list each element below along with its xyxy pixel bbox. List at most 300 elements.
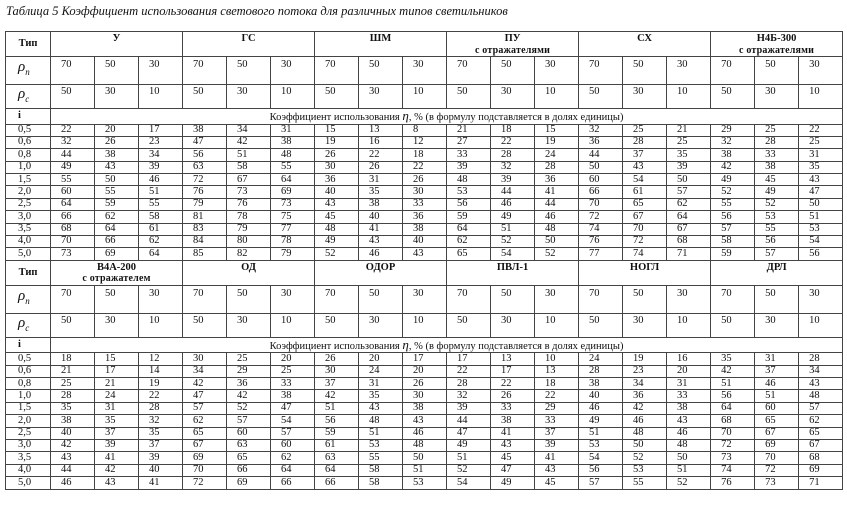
coefficient-cell: 34 xyxy=(623,378,667,390)
coefficient-cell: 42 xyxy=(711,365,755,377)
coefficient-cell: 57 xyxy=(579,477,623,489)
coefficient-cell: 44 xyxy=(491,186,535,198)
coefficient-cell: 28 xyxy=(623,136,667,148)
coefficient-note-units: , % (в формулу подставляется в долях единицы) xyxy=(408,340,624,352)
rho-ceiling-value: 50 xyxy=(755,57,799,85)
coefficient-cell: 18 xyxy=(51,353,95,365)
coefficient-cell: 40 xyxy=(51,427,95,439)
rho-ceiling-value: 70 xyxy=(579,57,623,85)
coefficient-cell: 18 xyxy=(403,149,447,161)
coefficient-cell: 76 xyxy=(579,236,623,248)
coefficient-cell: 48 xyxy=(535,223,579,235)
coefficient-cell: 66 xyxy=(51,211,95,223)
index-header-row xyxy=(6,109,843,125)
table-row xyxy=(6,149,843,161)
type-row xyxy=(6,32,843,57)
room-index-value: 0,6 xyxy=(6,136,51,148)
coefficient-cell: 68 xyxy=(799,452,843,464)
rho-subscript: с xyxy=(25,322,30,333)
coefficient-cell: 20 xyxy=(95,124,139,136)
coefficient-cell: 70 xyxy=(755,452,799,464)
rho-wall-value: 30 xyxy=(95,313,139,337)
coefficient-cell: 60 xyxy=(271,440,315,452)
coefficient-cell: 54 xyxy=(271,415,315,427)
table-row xyxy=(6,124,843,136)
coefficient-cell: 52 xyxy=(447,464,491,476)
luminaire-type-name: ПУ xyxy=(504,33,521,44)
coefficient-cell: 21 xyxy=(51,365,95,377)
rho-wall-value: 10 xyxy=(799,313,843,337)
coefficient-cell: 37 xyxy=(755,365,799,377)
coefficient-cell: 64 xyxy=(315,464,359,476)
coefficient-cell: 77 xyxy=(579,248,623,260)
coefficient-cell: 72 xyxy=(711,440,755,452)
rho-symbol: ρ xyxy=(18,86,26,102)
coefficient-cell: 35 xyxy=(667,149,711,161)
coefficient-cell: 38 xyxy=(667,402,711,414)
rho-ceiling-value: 30 xyxy=(403,57,447,85)
coefficient-cell: 73 xyxy=(271,198,315,210)
coefficient-cell: 28 xyxy=(491,149,535,161)
coefficient-cell: 58 xyxy=(711,236,755,248)
coefficient-cell: 52 xyxy=(623,452,667,464)
coefficient-cell: 43 xyxy=(799,174,843,186)
coefficient-cell: 38 xyxy=(271,390,315,402)
room-index-value: 2,5 xyxy=(6,427,51,439)
table-row xyxy=(6,198,843,210)
coefficient-cell: 31 xyxy=(359,174,403,186)
room-index-value: 0,8 xyxy=(6,149,51,161)
coefficient-cell: 56 xyxy=(711,390,755,402)
coefficient-cell: 48 xyxy=(271,149,315,161)
coefficient-cell: 61 xyxy=(315,440,359,452)
coefficient-cell: 26 xyxy=(403,378,447,390)
coefficient-cell: 22 xyxy=(403,161,447,173)
coefficient-cell: 65 xyxy=(623,198,667,210)
coefficient-cell: 64 xyxy=(139,248,183,260)
coefficient-cell: 42 xyxy=(711,161,755,173)
coefficient-cell: 66 xyxy=(271,477,315,489)
luminaire-type-name: У xyxy=(112,33,121,44)
rho-wall-value: 30 xyxy=(359,313,403,337)
rho-ceiling-value: 50 xyxy=(623,285,667,313)
coefficient-cell: 70 xyxy=(51,236,95,248)
rho-ceiling-value: 30 xyxy=(139,285,183,313)
rho-wall-value: 10 xyxy=(667,85,711,109)
room-index-value: 0,6 xyxy=(6,365,51,377)
coefficient-cell: 57 xyxy=(227,415,271,427)
coefficient-cell: 42 xyxy=(95,464,139,476)
coefficient-cell: 25 xyxy=(799,136,843,148)
luminaire-type-header xyxy=(315,32,447,57)
coefficient-cell: 20 xyxy=(667,365,711,377)
coefficient-cell: 33 xyxy=(491,402,535,414)
coefficient-cell: 33 xyxy=(667,390,711,402)
coefficient-cell: 49 xyxy=(579,415,623,427)
coefficient-cell: 60 xyxy=(51,186,95,198)
coefficient-cell: 60 xyxy=(579,174,623,186)
coefficient-cell: 43 xyxy=(95,161,139,173)
coefficient-cell: 25 xyxy=(623,124,667,136)
coefficient-cell: 79 xyxy=(271,248,315,260)
coefficient-cell: 46 xyxy=(755,378,799,390)
coefficient-cell: 24 xyxy=(95,390,139,402)
coefficient-cell: 75 xyxy=(271,211,315,223)
coefficient-cell: 39 xyxy=(491,174,535,186)
coefficient-cell: 50 xyxy=(799,198,843,210)
coefficient-cell: 31 xyxy=(667,378,711,390)
coefficient-cell: 36 xyxy=(579,136,623,148)
coefficient-cell: 47 xyxy=(271,402,315,414)
rho-ceiling-value: 30 xyxy=(271,57,315,85)
coefficient-cell: 33 xyxy=(403,198,447,210)
coefficient-cell: 38 xyxy=(95,149,139,161)
coefficient-note xyxy=(51,337,843,353)
coefficient-cell: 76 xyxy=(183,186,227,198)
coefficient-cell: 67 xyxy=(227,174,271,186)
coefficient-cell: 41 xyxy=(535,452,579,464)
coefficient-cell: 56 xyxy=(579,464,623,476)
coefficient-cell: 43 xyxy=(359,402,403,414)
room-index-label: i xyxy=(6,337,51,353)
coefficient-cell: 30 xyxy=(403,186,447,198)
coefficient-cell: 12 xyxy=(139,353,183,365)
coefficient-cell: 68 xyxy=(51,223,95,235)
coefficient-cell: 66 xyxy=(227,464,271,476)
rho-ceiling-value: 30 xyxy=(799,285,843,313)
coefficient-cell: 71 xyxy=(799,477,843,489)
room-index-value: 3,5 xyxy=(6,452,51,464)
coefficient-cell: 27 xyxy=(447,136,491,148)
rho-wall-value: 50 xyxy=(315,313,359,337)
coefficient-cell: 16 xyxy=(359,136,403,148)
coefficient-cell: 19 xyxy=(535,136,579,148)
coefficient-cell: 64 xyxy=(271,174,315,186)
coefficient-cell: 22 xyxy=(359,149,403,161)
coefficient-cell: 53 xyxy=(403,477,447,489)
coefficient-cell: 59 xyxy=(95,198,139,210)
coefficient-cell: 38 xyxy=(403,402,447,414)
coefficient-cell: 83 xyxy=(183,223,227,235)
coefficient-cell: 33 xyxy=(755,149,799,161)
rho-wall-value: 50 xyxy=(711,85,755,109)
coefficient-cell: 35 xyxy=(95,415,139,427)
coefficient-cell: 52 xyxy=(315,248,359,260)
coefficient-cell: 29 xyxy=(227,365,271,377)
coefficient-cell: 25 xyxy=(227,353,271,365)
coefficient-cell: 60 xyxy=(755,402,799,414)
rho-ceiling-value: 50 xyxy=(359,285,403,313)
coefficient-cell: 17 xyxy=(447,353,491,365)
coefficient-cell: 38 xyxy=(403,223,447,235)
coefficient-cell: 62 xyxy=(95,211,139,223)
coefficient-cell: 47 xyxy=(491,464,535,476)
table-row xyxy=(6,440,843,452)
coefficient-cell: 38 xyxy=(491,415,535,427)
coefficient-cell: 33 xyxy=(271,378,315,390)
coefficient-cell: 73 xyxy=(51,248,95,260)
coefficient-cell: 32 xyxy=(491,161,535,173)
coefficient-cell: 48 xyxy=(623,427,667,439)
coefficient-cell: 52 xyxy=(491,236,535,248)
coefficient-cell: 21 xyxy=(447,124,491,136)
luminaire-type-name: НОГЛ xyxy=(629,261,660,273)
coefficient-cell: 49 xyxy=(711,174,755,186)
coefficient-cell: 49 xyxy=(51,161,95,173)
coefficient-cell: 43 xyxy=(359,236,403,248)
coefficient-cell: 54 xyxy=(623,174,667,186)
room-index-value: 1,5 xyxy=(6,174,51,186)
coefficient-cell: 30 xyxy=(315,161,359,173)
coefficient-cell: 54 xyxy=(447,477,491,489)
coefficient-cell: 30 xyxy=(403,390,447,402)
coefficient-cell: 37 xyxy=(535,427,579,439)
coefficient-cell: 30 xyxy=(183,353,227,365)
coefficient-cell: 28 xyxy=(755,136,799,148)
rho-wall-value: 30 xyxy=(491,85,535,109)
rho-ceiling-value: 70 xyxy=(315,285,359,313)
rho-ceiling-value: 30 xyxy=(799,57,843,85)
rho-wall-value: 50 xyxy=(315,85,359,109)
coefficient-cell: 40 xyxy=(359,211,403,223)
coefficient-cell: 38 xyxy=(271,136,315,148)
coefficient-cell: 67 xyxy=(755,427,799,439)
coefficient-cell: 76 xyxy=(227,198,271,210)
coefficient-cell: 53 xyxy=(799,223,843,235)
coefficient-cell: 44 xyxy=(51,149,95,161)
coefficient-cell: 49 xyxy=(447,440,491,452)
coefficient-cell: 44 xyxy=(579,149,623,161)
coefficient-cell: 51 xyxy=(403,464,447,476)
coefficient-cell: 51 xyxy=(667,464,711,476)
coefficient-cell: 23 xyxy=(623,365,667,377)
coefficient-cell: 45 xyxy=(491,452,535,464)
coefficient-cell: 74 xyxy=(623,248,667,260)
coefficient-cell: 38 xyxy=(579,378,623,390)
coefficient-cell: 20 xyxy=(359,353,403,365)
coefficient-cell: 82 xyxy=(227,248,271,260)
coefficient-cell: 59 xyxy=(447,211,491,223)
room-index-label: i xyxy=(6,109,51,125)
coefficient-cell: 50 xyxy=(535,236,579,248)
rho-wall-value: 30 xyxy=(491,313,535,337)
coefficient-cell: 57 xyxy=(667,186,711,198)
coefficient-cell: 79 xyxy=(183,198,227,210)
rho-ceiling-row xyxy=(6,285,843,313)
coefficient-cell: 53 xyxy=(755,211,799,223)
coefficient-cell: 39 xyxy=(535,440,579,452)
coefficient-cell: 20 xyxy=(403,365,447,377)
eta-symbol: η xyxy=(402,108,409,123)
coefficient-cell: 33 xyxy=(535,415,579,427)
coefficient-cell: 70 xyxy=(579,198,623,210)
coefficient-cell: 46 xyxy=(51,477,95,489)
coefficient-cell: 34 xyxy=(139,149,183,161)
coefficient-cell: 40 xyxy=(315,186,359,198)
rho-ceiling-value: 50 xyxy=(95,57,139,85)
coefficient-cell: 69 xyxy=(95,248,139,260)
rho-wall-value: 10 xyxy=(271,313,315,337)
table-row xyxy=(6,365,843,377)
room-index-value: 0,8 xyxy=(6,378,51,390)
coefficient-cell: 41 xyxy=(359,223,403,235)
coefficient-cell: 58 xyxy=(227,161,271,173)
coefficient-cell: 29 xyxy=(535,402,579,414)
coefficient-cell: 15 xyxy=(535,124,579,136)
coefficient-cell: 37 xyxy=(95,427,139,439)
rho-wall-label xyxy=(6,85,51,109)
rho-wall-value: 50 xyxy=(447,85,491,109)
coefficient-cell: 50 xyxy=(579,161,623,173)
coefficient-cell: 56 xyxy=(799,248,843,260)
coefficient-cell: 36 xyxy=(227,378,271,390)
coefficient-cell: 46 xyxy=(403,427,447,439)
coefficient-cell: 18 xyxy=(491,124,535,136)
luminaire-type-header xyxy=(447,260,579,285)
coefficient-cell: 46 xyxy=(491,198,535,210)
coefficient-cell: 58 xyxy=(359,464,403,476)
coefficient-cell: 46 xyxy=(359,248,403,260)
room-index-value: 5,0 xyxy=(6,477,51,489)
coefficient-cell: 70 xyxy=(623,223,667,235)
coefficient-cell: 24 xyxy=(359,365,403,377)
coefficient-cell: 76 xyxy=(711,477,755,489)
coefficient-cell: 38 xyxy=(755,161,799,173)
coefficient-cell: 56 xyxy=(711,211,755,223)
coefficient-cell: 73 xyxy=(711,452,755,464)
coefficient-cell: 26 xyxy=(491,390,535,402)
rho-ceiling-row xyxy=(6,57,843,85)
coefficient-cell: 65 xyxy=(799,427,843,439)
coefficient-cell: 65 xyxy=(447,248,491,260)
rho-ceiling-value: 70 xyxy=(183,57,227,85)
coefficient-cell: 10 xyxy=(535,353,579,365)
coefficient-cell: 48 xyxy=(667,440,711,452)
rho-ceiling-value: 70 xyxy=(711,285,755,313)
coefficient-cell: 40 xyxy=(579,390,623,402)
coefficient-cell: 46 xyxy=(139,174,183,186)
coefficient-cell: 54 xyxy=(491,248,535,260)
table-row xyxy=(6,136,843,148)
coefficient-cell: 44 xyxy=(535,198,579,210)
coefficient-cell: 51 xyxy=(139,186,183,198)
luminaire-type-header xyxy=(51,32,183,57)
coefficient-cell: 56 xyxy=(755,236,799,248)
coefficient-cell: 17 xyxy=(403,353,447,365)
rho-wall-value: 10 xyxy=(271,85,315,109)
coefficient-cell: 55 xyxy=(95,186,139,198)
coefficient-cell: 41 xyxy=(139,477,183,489)
luminaire-type-name: ОД xyxy=(241,261,256,273)
room-index-value: 3,5 xyxy=(6,223,51,235)
rho-wall-value: 10 xyxy=(799,85,843,109)
coefficient-note-text: Коэффициент использования xyxy=(269,340,400,352)
coefficient-cell: 53 xyxy=(359,440,403,452)
coefficient-cell: 49 xyxy=(755,186,799,198)
rho-ceiling-value: 70 xyxy=(447,57,491,85)
coefficient-cell: 64 xyxy=(271,464,315,476)
coefficient-cell: 66 xyxy=(315,477,359,489)
coefficient-cell: 51 xyxy=(491,223,535,235)
coefficient-cell: 41 xyxy=(491,427,535,439)
coefficient-cell: 60 xyxy=(227,427,271,439)
coefficient-cell: 28 xyxy=(139,402,183,414)
rho-wall-value: 30 xyxy=(623,85,667,109)
coefficient-cell: 17 xyxy=(139,124,183,136)
coefficient-cell: 69 xyxy=(183,452,227,464)
coefficient-cell: 68 xyxy=(711,415,755,427)
rho-wall-value: 30 xyxy=(95,85,139,109)
coefficient-note-units: , % (в формулу подставляется в долях единицы) xyxy=(408,112,624,123)
coefficient-cell: 48 xyxy=(447,174,491,186)
coefficient-cell: 46 xyxy=(535,211,579,223)
coefficient-cell: 54 xyxy=(799,236,843,248)
table-row xyxy=(6,390,843,402)
luminaire-type-header xyxy=(711,260,843,285)
coefficient-cell: 34 xyxy=(227,124,271,136)
coefficient-cell: 72 xyxy=(755,464,799,476)
coefficient-cell: 72 xyxy=(579,211,623,223)
coefficient-cell: 17 xyxy=(491,365,535,377)
room-index-value: 5,0 xyxy=(6,248,51,260)
coefficient-cell: 42 xyxy=(227,390,271,402)
coefficient-cell: 42 xyxy=(51,440,95,452)
coefficient-cell: 28 xyxy=(579,365,623,377)
coefficient-cell: 18 xyxy=(535,378,579,390)
coefficient-cell: 68 xyxy=(667,236,711,248)
coefficient-cell: 24 xyxy=(535,149,579,161)
rho-ceiling-value: 50 xyxy=(359,57,403,85)
rho-ceiling-value: 30 xyxy=(139,57,183,85)
rho-ceiling-value: 70 xyxy=(447,285,491,313)
coefficient-cell: 35 xyxy=(51,402,95,414)
luminaire-type-subtitle: с отражателями xyxy=(474,44,551,56)
coefficient-cell: 37 xyxy=(315,378,359,390)
rho-wall-value: 50 xyxy=(579,313,623,337)
coefficient-cell: 48 xyxy=(359,415,403,427)
type-label: Тип xyxy=(6,32,51,57)
coefficient-cell: 35 xyxy=(799,161,843,173)
rho-wall-value: 30 xyxy=(755,85,799,109)
coefficient-cell: 19 xyxy=(315,136,359,148)
coefficient-cell: 44 xyxy=(447,415,491,427)
coefficient-cell: 45 xyxy=(315,211,359,223)
luminaire-type-header xyxy=(447,32,579,57)
rho-ceiling-value: 50 xyxy=(491,57,535,85)
luminaire-type-header xyxy=(579,260,711,285)
coefficient-note xyxy=(51,109,843,125)
coefficient-cell: 33 xyxy=(447,149,491,161)
coefficient-cell: 25 xyxy=(667,136,711,148)
table-row xyxy=(6,236,843,248)
coefficient-cell: 34 xyxy=(799,365,843,377)
coefficient-cell: 41 xyxy=(95,452,139,464)
coefficient-cell: 84 xyxy=(183,236,227,248)
coefficient-cell: 43 xyxy=(667,415,711,427)
table-row xyxy=(6,415,843,427)
coefficient-cell: 48 xyxy=(403,440,447,452)
coefficient-cell: 31 xyxy=(359,378,403,390)
coefficient-cell: 57 xyxy=(183,402,227,414)
coefficient-cell: 55 xyxy=(359,452,403,464)
coefficient-cell: 36 xyxy=(623,390,667,402)
coefficient-cell: 57 xyxy=(711,223,755,235)
rho-subscript: п xyxy=(25,67,30,77)
coefficient-cell: 51 xyxy=(447,452,491,464)
coefficient-cell: 59 xyxy=(315,427,359,439)
luminaire-type-name: ШМ xyxy=(369,33,392,44)
coefficient-cell: 26 xyxy=(315,149,359,161)
